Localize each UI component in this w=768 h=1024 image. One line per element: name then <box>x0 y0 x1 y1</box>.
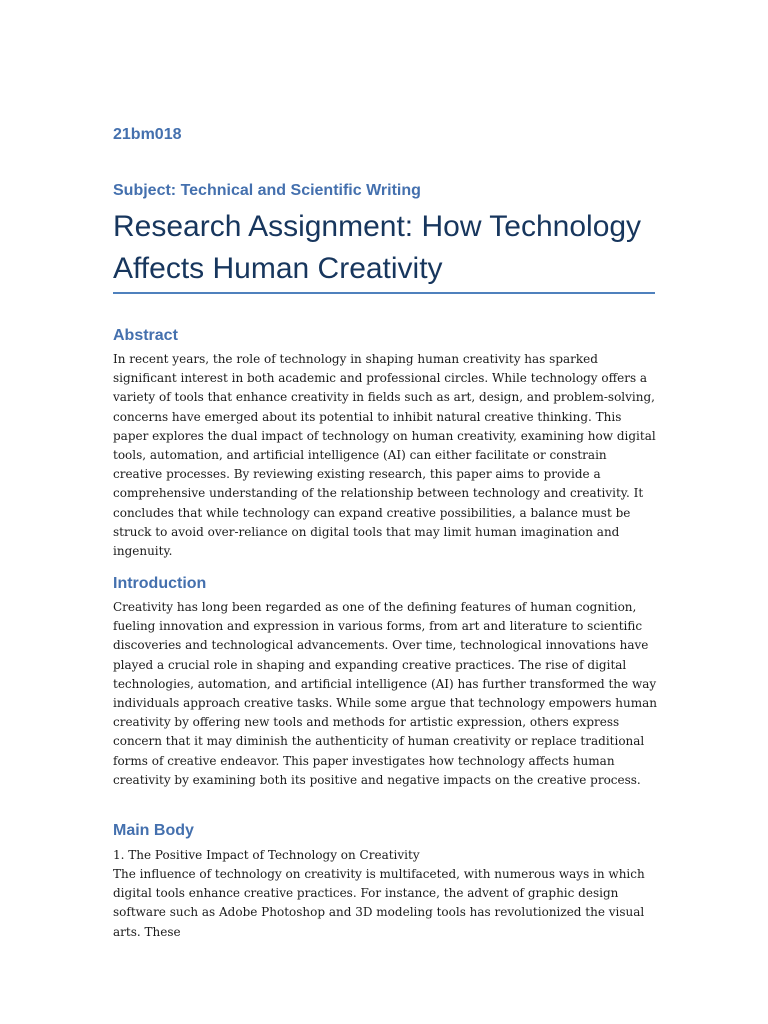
main-body-heading: Main Body <box>113 822 194 839</box>
title-underline-rule <box>113 292 655 294</box>
abstract-paragraph: In recent years, the role of technology in shaping human creativity has sparked significant interest in both academic and professional circles. While technology offers a variety of tools that enhance creativity in fields such as art, design, and problem-solving, concerns have emerged about its potential to inhibit natural creative thinking. This paper explores the dual impact of technology on human creativity, examining how digital tools, automation, and artificial intelligence (AI) can either facilitate or constrain creative processes. By reviewing existing research, this paper aims to provide a comprehensive understanding of the relationship between technology and creativity. It concludes that while technology can expand creative possibilities, a balance must be struck to avoid over-reliance on digital tools that may limit human imagination and ingenuity. <box>113 352 656 559</box>
subject-line: Subject: Technical and Scientific Writing <box>113 182 421 199</box>
main-body-paragraph: The influence of technology on creativity is multifaceted, with numerous ways in which digital tools enhance creative practices. For instance, the advent of graphic design software such as Adobe Photoshop and 3D modeling tools has revolutionized the visual arts. These <box>113 867 645 939</box>
student-id: 21bm018 <box>113 126 182 143</box>
introduction-paragraph: Creativity has long been regarded as one of the defining features of human cognition, fueling innovation and expression in various forms, from art and literature to scientific discoveries and technological advancements. Over time, technological innovations have played a crucial role in shaping and expanding creative practices. The rise of digital technologies, automation, and artificial intelligence (AI) has further transformed the way individuals approach creative tasks. While some argue that technology empowers human creativity by offering new tools and methods for artistic expression, others express concern that it may diminish the authenticity of human creativity or replace traditional forms of creative endeavor. This paper investigates how technology affects human creativity by examining both its positive and negative impacts on the creative process. <box>113 600 657 787</box>
main-body-subheading: 1. The Positive Impact of Technology on Creativity <box>113 848 420 862</box>
introduction-heading: Introduction <box>113 575 207 592</box>
abstract-heading: Abstract <box>113 327 178 344</box>
document-title: Research Assignment: How Technology Affects Human Creativity <box>113 210 642 285</box>
